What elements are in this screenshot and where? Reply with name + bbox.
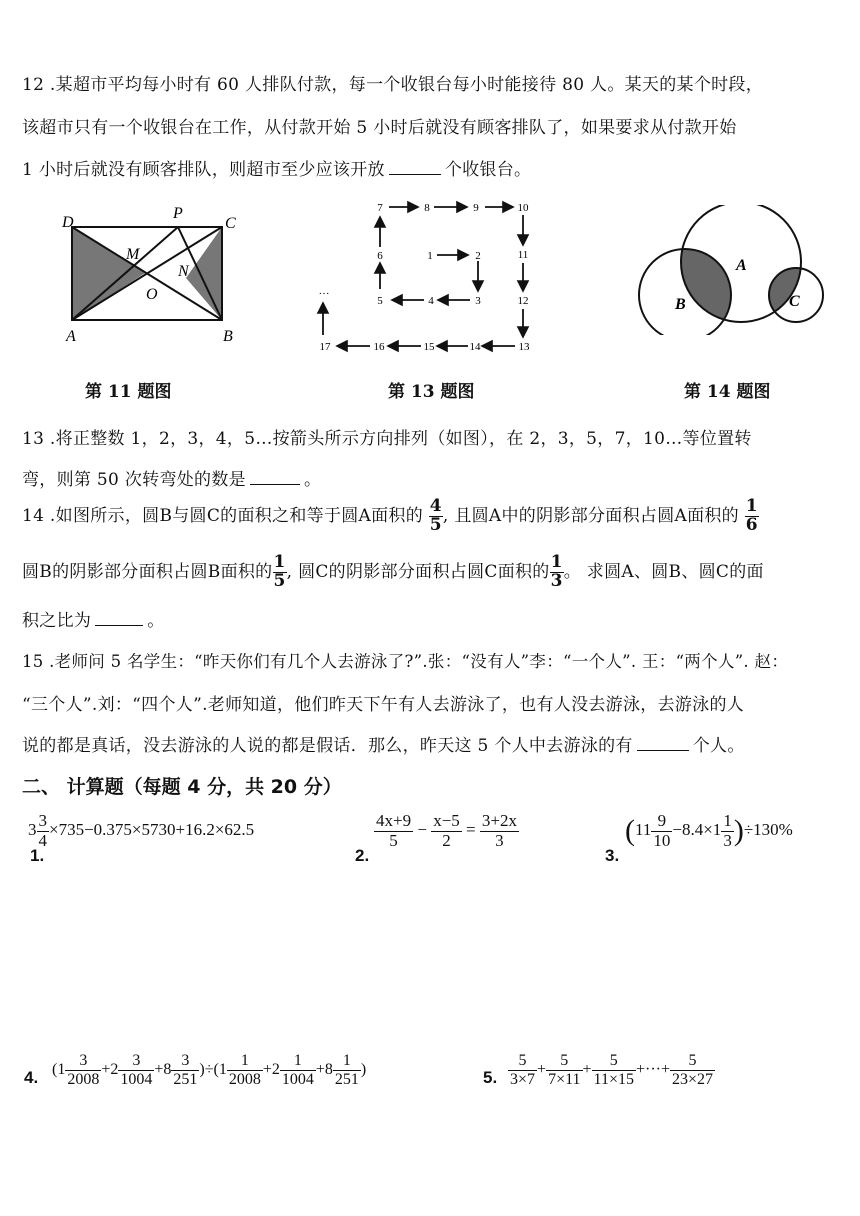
problem-5-number: 5. — [483, 1068, 498, 1087]
n11: 11 — [517, 249, 529, 261]
fraction-4-5: $\frac{4}{5}$ — [429, 496, 442, 535]
calc-problem-4: (1 $\frac{3}{2008}$ +2 $\frac{3}{1004}$ +8 $\frac{3}{251}$ )÷(1 $\frac{1}{2008}$ +2 $\frac{1}{1004}$ +8 $\frac{1}{251}$ ) — [52, 1052, 367, 1088]
fig13-caption: 第 13 题图 — [388, 382, 475, 402]
problem-2-number: 2. — [355, 846, 370, 865]
n15: 15 — [423, 341, 435, 353]
q12-line3-text: 1 小时后就没有顾客排队，则超市至少应该开放 — [22, 160, 385, 180]
calc-problem-3: (11 $\frac{9}{10}$ −8.4×1 $\frac{1}{3}$ )÷130% — [625, 811, 793, 850]
q15-answer-blank[interactable] — [637, 750, 689, 751]
label-o: O — [146, 286, 158, 303]
n4: 4 — [428, 295, 434, 307]
n6: 6 — [377, 250, 383, 262]
q14-answer-blank[interactable] — [95, 625, 143, 626]
shaded-triangle-left — [72, 227, 145, 320]
problem-1-number: 1. — [30, 846, 45, 865]
figure-11 — [60, 205, 250, 350]
problem-3-number: 3. — [605, 846, 620, 865]
q14-line2: 圆B的阴影部分面积占圆B面积的 $\frac{1}{5}$ , 圆C的阴影部分面积占圆C面积的 $\frac{1}{3}$ 。 求圆A、圆B、圆C的面 — [22, 552, 764, 591]
calc-problem-2: $\frac{4x+9}{5}$ − $\frac{x-5}{2}$ = $\frac{3+2x}{3}$ — [376, 811, 517, 850]
n9: 9 — [473, 202, 479, 214]
n5: 5 — [377, 295, 383, 307]
q13-line2-end: 。 — [303, 470, 322, 490]
n16: 16 — [373, 341, 385, 353]
label-m: M — [126, 246, 140, 263]
n12: 12 — [517, 295, 529, 307]
q12-line1: 12 .某超市平均每小时有 60 人排队付款，每一个收银台每小时能接待 80 人。某天的某个时段， — [22, 75, 764, 95]
label-circle-c: C — [789, 293, 800, 310]
label-circle-b: B — [675, 296, 686, 313]
fig11-caption: 第 11 题图 — [85, 382, 172, 402]
n2: 2 — [475, 250, 481, 262]
q15-line3-text: 说的都是真话，没去游泳的人说的都是假话．那么，昨天这 5 个人中去游泳的有 — [22, 736, 633, 756]
n10: 10 — [517, 202, 529, 214]
label-p: P — [173, 205, 183, 222]
label-a: A — [66, 328, 76, 345]
q15-line3-end: 个人。 — [692, 736, 745, 756]
q13-line1: 13 .将正整数 1，2，3，4，5…按箭头所示方向排列（如图），在 2，3，5，7，10…等位置转 — [22, 429, 752, 449]
q13-line2 — [22, 465, 321, 490]
label-c: C — [225, 215, 236, 232]
n14: 14 — [469, 341, 481, 353]
q12-line2: 该超市只有一个收银台在工作，从付款开始 5 小时后就没有顾客排队了，如果要求从付款开始 — [22, 118, 737, 138]
calc-problem-5: $\frac{5}{3\times 7}$ + $\frac{5}{7\times 11}$ + $\frac{5}{11\times 15}$ +···+ $\frac{5}{23\times 27}$ — [510, 1052, 714, 1088]
figure-14 — [625, 205, 830, 335]
q14-line3-text: 积之比为 — [22, 611, 92, 631]
q15-line1: 15 .老师问 5 名学生：“昨天你们有几个人去游泳了?”.张：“没有人”李：“一个人”. 王：“两个人”. 赵： — [22, 652, 789, 671]
n13: 13 — [518, 341, 530, 353]
shaded-triangle-right — [186, 227, 222, 320]
figure-13 — [310, 195, 550, 365]
fraction-1-3: $\frac{1}{3}$ — [550, 552, 563, 591]
calc-problem-1: 3 $\frac{3}{4}$ ×735−0.375×5730+16.2×62.5 — [28, 811, 255, 850]
label-b: B — [223, 328, 233, 345]
q14-line2-text: 圆B的阴影部分面积占圆B面积的 — [22, 561, 273, 582]
n7: 7 — [377, 202, 383, 214]
q15-line3 — [22, 731, 745, 756]
n3: 3 — [475, 295, 481, 307]
q12-answer-blank[interactable] — [389, 174, 441, 175]
problem-4-number: 4. — [24, 1068, 39, 1087]
q14-line1-text2: 且圆A中的阴影部分面积占圆A面积的 — [454, 505, 739, 526]
q13-line2-text: 弯，则第 50 次转弯处的数是 — [22, 470, 246, 490]
label-n: N — [178, 263, 189, 280]
q14-line2-text2: 圆C的阴影部分面积占圆C面积的 — [298, 561, 550, 582]
fig14-caption: 第 14 题图 — [684, 382, 771, 402]
label-d: D — [62, 214, 74, 231]
n8: 8 — [424, 202, 430, 214]
label-circle-a: A — [736, 257, 747, 274]
q15-line2: “三个人”.刘：“四个人”.老师知道，他们昨天下午有人去游泳了，也有人没去游泳，去游泳的人 — [22, 695, 745, 715]
q14-line2-text3: 求圆A、圆B、圆C的面 — [586, 561, 764, 582]
section-2-title: 二、 计算题（每题 4 分，共 20 分） — [22, 776, 342, 798]
fraction-1-6: $\frac{1}{6}$ — [745, 496, 758, 535]
q12-line3-end: 个收银台。 — [444, 160, 532, 180]
ellipsis: ··· — [318, 288, 330, 300]
n1: 1 — [427, 250, 433, 262]
q14-line3 — [22, 606, 165, 631]
q14-line3-end: 。 — [147, 611, 165, 631]
fraction-1-5: $\frac{1}{5}$ — [273, 552, 286, 591]
q13-answer-blank[interactable] — [250, 484, 300, 485]
q12-line3 — [22, 155, 531, 180]
q14-line1: 14 .如图所示，圆B与圆C的面积之和等于圆A面积的 $\frac{4}{5}$ , 且圆A中的阴影部分面积占圆A面积的 $\frac{1}{6}$ — [22, 496, 758, 535]
q14-line1-text: 14 .如图所示，圆B与圆C的面积之和等于圆A面积的 — [22, 505, 424, 526]
n17: 17 — [319, 341, 331, 353]
